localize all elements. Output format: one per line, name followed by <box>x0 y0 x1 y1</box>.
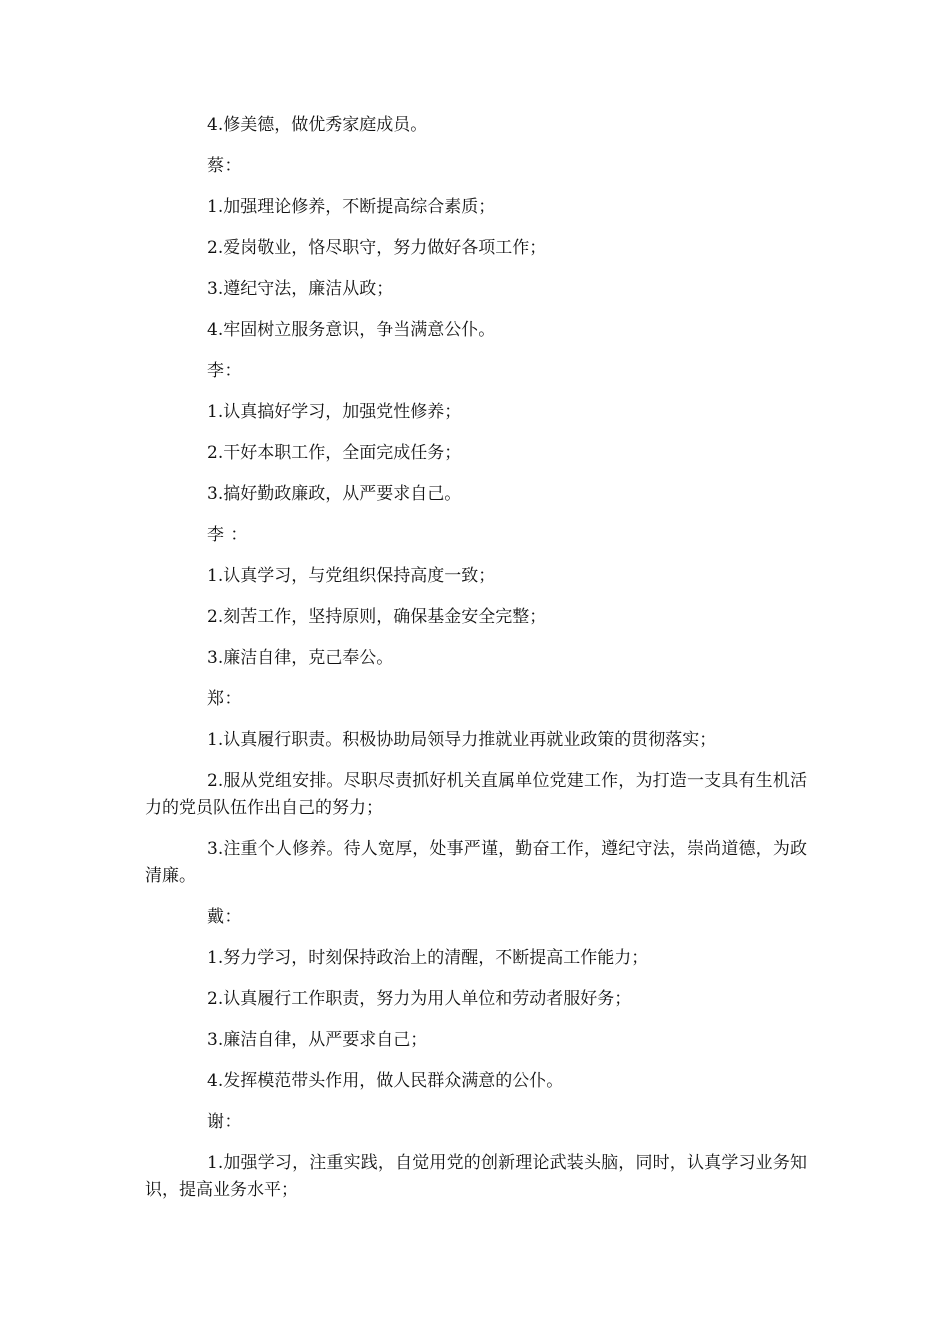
paragraph: 4.发挥模范带头作用，做人民群众满意的公仆。 <box>207 1071 564 1091</box>
paragraph: 1.加强学习，注重实践，自觉用党的创新理论武装头脑，同时，认真学习业务知识，提高业务水平； <box>145 1153 807 1200</box>
paragraph: 1.努力学习，时刻保持政治上的清醒，不断提高工作能力； <box>207 948 649 968</box>
person-heading: 李 ： <box>207 525 248 545</box>
paragraph: 2.爱岗敬业，恪尽职守，努力做好各项工作； <box>207 238 547 258</box>
paragraph: 3.遵纪守法，廉洁从政； <box>207 279 394 299</box>
paragraph: 1.加强理论修养，不断提高综合素质； <box>207 197 496 217</box>
person-heading: 谢： <box>207 1112 242 1132</box>
paragraph: 3.注重个人修养。待人宽厚，处事严谨，勤奋工作，遵纪守法，崇尚道德，为政清廉。 <box>145 839 807 886</box>
paragraph: 3.廉洁自律，克己奉公。 <box>207 648 394 668</box>
paragraph: 3.廉洁自律，从严要求自己； <box>207 1030 428 1050</box>
person-heading: 蔡： <box>207 156 242 176</box>
paragraph: 4.修美德，做优秀家庭成员。 <box>207 115 428 135</box>
person-heading: 戴： <box>207 907 242 927</box>
document-page <box>145 112 807 1218</box>
paragraph: 2.服从党组安排。尽职尽责抓好机关直属单位党建工作，为打造一支具有生机活力的党员队伍作出自己的努力； <box>145 771 807 818</box>
paragraph: 1.认真履行职责。积极协助局领导力推就业再就业政策的贯彻落实； <box>207 730 717 750</box>
paragraph: 2.干好本职工作，全面完成任务； <box>207 443 462 463</box>
paragraph: 4.牢固树立服务意识，争当满意公仆。 <box>207 320 496 340</box>
paragraph: 2.认真履行工作职责，努力为用人单位和劳动者服好务； <box>207 989 632 1009</box>
paragraph: 1.认真学习，与党组织保持高度一致； <box>207 566 496 586</box>
person-heading: 李： <box>207 361 242 381</box>
paragraph: 2.刻苦工作，坚持原则，确保基金安全完整； <box>207 607 547 627</box>
paragraph: 3.搞好勤政廉政，从严要求自己。 <box>207 484 462 504</box>
paragraph: 1.认真搞好学习，加强党性修养； <box>207 402 462 422</box>
person-heading: 郑： <box>207 689 242 709</box>
